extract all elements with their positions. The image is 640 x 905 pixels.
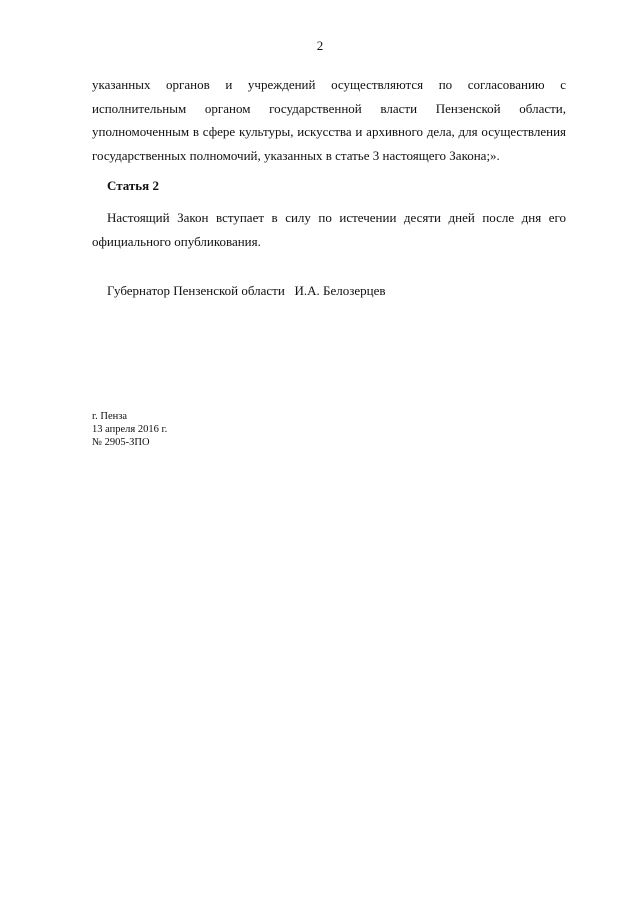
article-line: Настоящий Закон вступает в силу по истечении десяти дней после дня его xyxy=(107,210,566,225)
footer-city: г. Пенза xyxy=(92,411,128,422)
footer-date: 13 апреля 2016 г. xyxy=(92,424,168,435)
paragraph-continuation xyxy=(92,73,566,167)
article-line: официального опубликования. xyxy=(92,233,261,249)
article-heading: Статья 2 xyxy=(107,178,159,193)
paragraph-line: государственных полномочий, указанных в статье 3 настоящего Закона;». xyxy=(92,147,500,163)
footer-number: № 2905-ЗПО xyxy=(92,437,150,448)
paragraph-line: указанных органов и учреждений осуществляются по согласованию с xyxy=(92,77,566,92)
signature-title: Губернатор Пензенской области xyxy=(107,283,285,298)
signature-name: И.А. Белозерцев xyxy=(294,283,386,298)
article-body xyxy=(92,206,566,253)
paragraph-line: уполномоченным в сфере культуры, искусства и архивного дела, для осуществления xyxy=(92,124,566,139)
signature-block xyxy=(107,283,386,299)
document-footer xyxy=(92,410,167,449)
page-number: 2 xyxy=(316,38,324,53)
paragraph-line: исполнительным органом государственной власти Пензенской области, xyxy=(92,100,566,116)
